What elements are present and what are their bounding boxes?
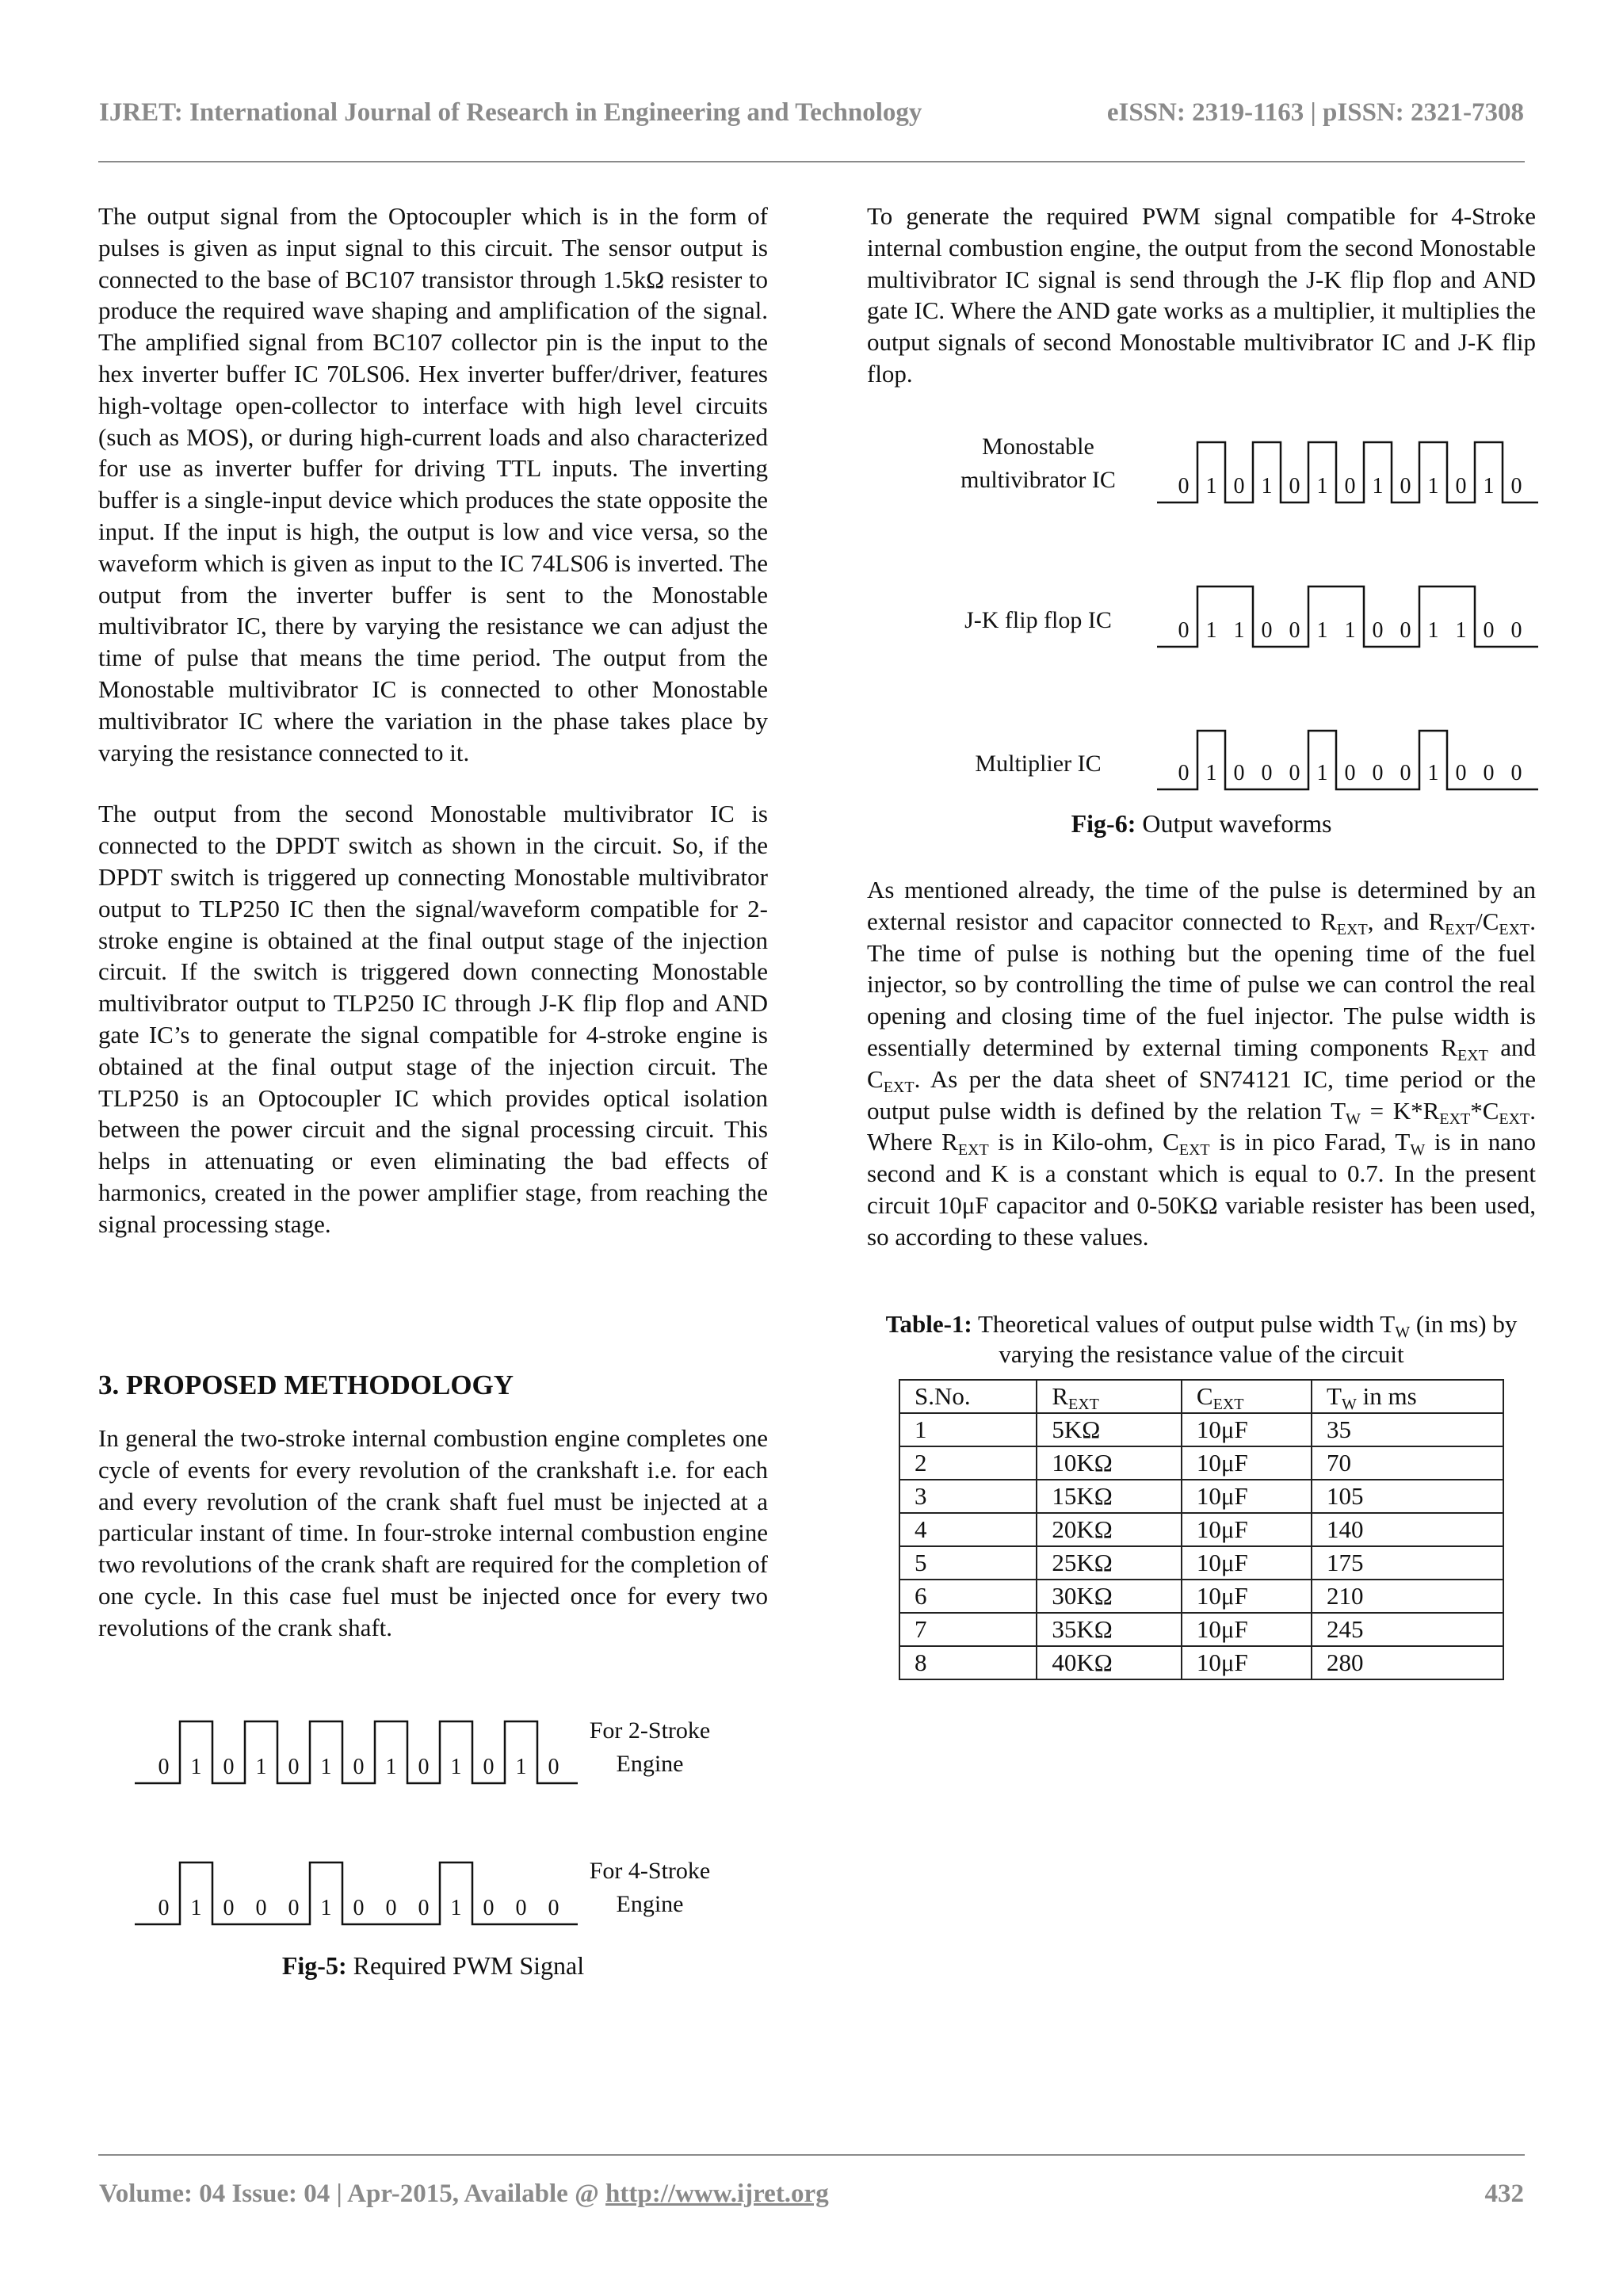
fig6-waveforms — [1157, 436, 1545, 800]
caption-text: Required PWM Signal — [346, 1951, 585, 1980]
fig5-wave2-bit-label: 0 — [515, 1896, 527, 1920]
subscript: EXT — [883, 1078, 915, 1096]
wave2-label — [579, 1855, 721, 1921]
subscript: EXT — [1439, 1110, 1471, 1128]
table-cell: 280 — [1312, 1646, 1503, 1679]
right-column — [867, 201, 1536, 390]
fig5-wave2-bit-label: 0 — [158, 1896, 170, 1920]
table-row — [899, 1446, 1503, 1480]
fig6-row2-bit-label: 0 — [1483, 618, 1495, 643]
fig5-wave1-bit-label: 0 — [483, 1755, 495, 1779]
fig6-row2-bit-label: 1 — [1205, 618, 1217, 643]
paragraph: In general the two-stroke internal combustion engine completes one cycle of events for every revolution of the crankshaft i.e. for each and every revolution of the crank shaft fuel must be injected at a particular instant of time. In four-stroke internal combustion engine two revolutions of the crank shaft are required for the completion of one cycle. In this case fuel must be injected once for every two revolutions of the crank shaft. — [98, 1424, 768, 1641]
caption-sub: W — [1395, 1324, 1411, 1341]
table-cell: 10μF — [1182, 1580, 1312, 1613]
table-cell: 10KΩ — [1037, 1446, 1182, 1480]
row2-label — [919, 604, 1157, 637]
journal-title: IJRET: International Journal of Research in Engineering and Technology — [99, 98, 922, 127]
fig6-row1-bit-label: 0 — [1289, 474, 1300, 499]
label-line: Multiplier IC — [975, 751, 1102, 777]
fig5-wave1-bit-label: 0 — [353, 1755, 365, 1779]
text-run: . As per the data sheet of SN74121 IC, time period or the output pulse width is defined by the relation T — [867, 1064, 1536, 1125]
fig6-row3-bit-label: 0 — [1483, 761, 1495, 785]
fig5-wave1-bit-label: 1 — [385, 1755, 397, 1779]
fig6-row2-bit-label: 0 — [1261, 618, 1273, 643]
table-cell: 10μF — [1182, 1513, 1312, 1546]
fig5-waveforms — [135, 1712, 579, 1934]
table-cell: 245 — [1312, 1613, 1503, 1646]
fig6-row3-bit-label: 0 — [1510, 761, 1522, 785]
table-cell: 3 — [899, 1480, 1037, 1513]
fig5-wave1-bit-label: 1 — [450, 1755, 462, 1779]
fig6-row1-bit-label: 0 — [1178, 474, 1190, 499]
header-text: C — [1196, 1382, 1213, 1410]
fig6-row3-bit-label: 1 — [1316, 761, 1328, 785]
table-header-row — [899, 1380, 1503, 1413]
header-text: in ms — [1356, 1382, 1417, 1410]
table-header-cell — [1037, 1380, 1182, 1413]
caption-text: (in ms) by varying the resistance value of the circuit — [999, 1310, 1518, 1368]
fig6-row2-bit-label: 0 — [1372, 618, 1384, 643]
table-row — [899, 1580, 1503, 1613]
fig6-row1-bit-label: 1 — [1205, 474, 1217, 499]
fig6-row2-bit-label: 0 — [1289, 618, 1300, 643]
table-row — [899, 1613, 1503, 1646]
table-cell: 10μF — [1182, 1446, 1312, 1480]
subscript: EXT — [1445, 920, 1476, 938]
fig6-row2-bit-label: 1 — [1427, 618, 1439, 643]
caption-label: Fig-6: — [1071, 809, 1136, 838]
paragraph — [867, 874, 1536, 1253]
header-rule — [98, 161, 1525, 162]
fig5-wave1-bit-label: 1 — [515, 1755, 527, 1779]
text-run: *C — [1470, 1096, 1499, 1125]
section-heading: 3. PROPOSED METHODOLOGY — [98, 1370, 514, 1400]
fig5-wave1-bit-label: 0 — [158, 1755, 170, 1779]
table-cell: 25KΩ — [1037, 1546, 1182, 1580]
table-header-cell — [1182, 1380, 1312, 1413]
text-run: = K*R — [1360, 1096, 1440, 1125]
table-cell: 35 — [1312, 1413, 1503, 1446]
table-row — [899, 1480, 1503, 1513]
caption-text: Theoretical values of output pulse width T — [972, 1310, 1396, 1338]
table-cell: 1 — [899, 1413, 1037, 1446]
table-row — [899, 1413, 1503, 1446]
fig6-row1-bit-label: 1 — [1372, 474, 1384, 499]
fig6-row3-bit-label: 0 — [1233, 761, 1245, 785]
journal-link[interactable]: http://www.ijret.org — [605, 2179, 829, 2208]
table-cell: 70 — [1312, 1446, 1503, 1480]
fig6-row3-bit-label: 1 — [1427, 761, 1439, 785]
fig6-row1-bit-label: 0 — [1455, 474, 1467, 499]
right-column-para2 — [867, 874, 1536, 1253]
page-number: 432 — [1484, 2179, 1524, 2208]
fig5-wave1-bit-label: 0 — [223, 1755, 235, 1779]
fig6-row2-bit-label: 1 — [1233, 618, 1245, 643]
table-header-cell — [899, 1380, 1037, 1413]
fig5-caption — [98, 1951, 768, 1981]
caption-label: Table-1: — [885, 1310, 972, 1338]
table-cell: 7 — [899, 1613, 1037, 1646]
fig6-row1-bit-label: 0 — [1233, 474, 1245, 499]
fig5-wave2-bit-label: 0 — [353, 1896, 365, 1920]
fig6-row1-bit-label: 1 — [1261, 474, 1273, 499]
fig5-wave2-bit-label: 0 — [255, 1896, 267, 1920]
left-column — [98, 201, 768, 1240]
row1-label — [919, 430, 1157, 497]
text-run: is in Kilo-ohm, C — [988, 1128, 1179, 1156]
label-line: For 4-Stroke — [589, 1858, 711, 1884]
label-line: Monostable — [982, 434, 1094, 460]
subscript: EXT — [1178, 1141, 1210, 1159]
table-header-cell — [1312, 1380, 1503, 1413]
table-cell: 35KΩ — [1037, 1613, 1182, 1646]
fig6-row2-bit-label: 0 — [1178, 618, 1190, 643]
fig6-row3-bit-label: 0 — [1178, 761, 1190, 785]
fig6-row1-bit-label: 1 — [1427, 474, 1439, 499]
subscript: EXT — [957, 1141, 989, 1159]
text-run: . Where R — [867, 1096, 1537, 1156]
footer-volume — [99, 2179, 829, 2209]
fig5-wave1-bit-label: 0 — [548, 1755, 559, 1779]
table-cell: 105 — [1312, 1480, 1503, 1513]
fig5-wave1-bit-label: 1 — [320, 1755, 332, 1779]
fig5-wave1-bit-label: 1 — [255, 1755, 267, 1779]
fig6-row1-bit-label: 1 — [1483, 474, 1495, 499]
text-run: and C — [867, 1033, 1537, 1093]
table-caption — [867, 1309, 1536, 1370]
fig6-row2-bit-label: 0 — [1400, 618, 1411, 643]
issn-info: eISSN: 2319-1163 | pISSN: 2321-7308 — [1106, 98, 1524, 127]
fig6-row2-bit-label: 1 — [1344, 618, 1356, 643]
header-sub: W — [1341, 1396, 1357, 1413]
pulse-width-table — [899, 1379, 1504, 1680]
fig6-row3-bit-label: 0 — [1455, 761, 1467, 785]
fig6-row3-bit-label: 0 — [1344, 761, 1356, 785]
fig6-caption — [867, 809, 1536, 839]
fig5-wave1-bit-label: 1 — [190, 1755, 202, 1779]
table-cell: 10μF — [1182, 1613, 1312, 1646]
label-line: For 2-Stroke — [589, 1717, 711, 1744]
table-row — [899, 1513, 1503, 1546]
table-cell: 20KΩ — [1037, 1513, 1182, 1546]
fig5-wave2-bit-label: 0 — [548, 1896, 559, 1920]
fig5-wave2-bit-label: 1 — [190, 1896, 202, 1920]
label-line: Engine — [616, 1751, 684, 1777]
subscript: EXT — [1499, 1110, 1530, 1128]
table-cell: 8 — [899, 1646, 1037, 1679]
table-cell: 10μF — [1182, 1546, 1312, 1580]
fig6-row1-bit-label: 0 — [1510, 474, 1522, 499]
subscript: W — [1346, 1110, 1361, 1128]
fig6-row3-bit-label: 0 — [1372, 761, 1384, 785]
subscript: EXT — [1457, 1046, 1488, 1064]
label-line: multivibrator IC — [960, 467, 1116, 493]
table-cell: 210 — [1312, 1580, 1503, 1613]
fig5-wave2-bit-label: 0 — [418, 1896, 430, 1920]
fig6-row1-bit-label: 0 — [1344, 474, 1356, 499]
header-sub: EXT — [1068, 1396, 1099, 1413]
fig5-wave2-bit-label: 0 — [288, 1896, 300, 1920]
table-cell: 140 — [1312, 1513, 1503, 1546]
table-cell: 10μF — [1182, 1480, 1312, 1513]
table-row — [899, 1546, 1503, 1580]
label-line: Engine — [616, 1891, 684, 1917]
header-text: T — [1327, 1382, 1342, 1410]
fig6-row3-bit-label: 1 — [1205, 761, 1217, 785]
fig5-wave1-bit-label: 0 — [418, 1755, 430, 1779]
fig6-row2-bit-label: 0 — [1510, 618, 1522, 643]
table-cell: 4 — [899, 1513, 1037, 1546]
text-run: is in nano second and K is a constant which is equal to 0.7. In the present circuit 10μF capacitor and 0-50KΩ variable resister has been used, so according to these values. — [867, 1128, 1536, 1251]
text-run: As mentioned already, the time of the pulse is determined by an external resistor and capacitor connected to R — [867, 876, 1536, 935]
table-cell: 175 — [1312, 1546, 1503, 1580]
text-run: , and R — [1367, 907, 1445, 935]
text-run: is in pico Farad, T — [1209, 1128, 1411, 1156]
subscript: W — [1410, 1141, 1426, 1159]
table-cell: 10μF — [1182, 1413, 1312, 1446]
fig6-row2-bit-label: 1 — [1316, 618, 1328, 643]
table-cell: 40KΩ — [1037, 1646, 1182, 1679]
label-line: J-K flip flop IC — [964, 607, 1112, 633]
fig6-row1-bit-label: 1 — [1316, 474, 1328, 499]
fig5-wave2-bit-label: 0 — [483, 1896, 495, 1920]
paragraph: To generate the required PWM signal compatible for 4-Stroke internal combustion engine, the output from the second Monostable multivibrator IC signal is send through the J-K flip flop and AND gate IC. Where the AND gate works as a multiplier, it multiplies the output signals of second Monostable multivibrator IC and J-K flip flop. — [867, 202, 1536, 388]
table-cell: 6 — [899, 1580, 1037, 1613]
table-cell: 5KΩ — [1037, 1413, 1182, 1446]
header-text: R — [1052, 1382, 1069, 1410]
fig5-wave2-bit-label: 0 — [385, 1896, 397, 1920]
table-cell: 15KΩ — [1037, 1480, 1182, 1513]
paragraph: The output signal from the Optocoupler which is in the form of pulses is given as input signal to this circuit. The sensor output is connected to the base of BC107 transistor through 1.5kΩ resister to produce the required wave shaping and amplification of the signal. The amplified signal from BC107 collector pin is the input to the hex inverter buffer IC 70LS06. Hex inverter buffer/driver, features high-voltage open-collector to interface with high level circuits (such as MOS), or during high-current loads and also characterized for use as inverter buffer for driving TTL inputs. The inverting buffer is a single-input device which produces the state opposite the input. If the input is high, the output is low and vice versa, so the waveform which is given as input to the IC 74LS06 is inverted. The output from the inverter buffer is sent to the Monostable multivibrator IC, there by varying the resistance we can adjust the time of pulse that means the time period. The output from the Monostable multivibrator IC is connected to other Monostable multivibrator IC where the variation in the phase takes place by varying the resistance connected to it. — [98, 202, 768, 766]
text-run: /C — [1476, 907, 1499, 935]
subscript: EXT — [1336, 920, 1368, 938]
fig5-wave2-bit-label: 1 — [320, 1896, 332, 1920]
fig6-row3-bit-label: 0 — [1261, 761, 1273, 785]
header-text: S.No. — [915, 1382, 971, 1410]
fig6-row3-bit-label: 0 — [1400, 761, 1411, 785]
fig5-wave2-bit-label: 1 — [450, 1896, 462, 1920]
left-column-methodology — [98, 1423, 768, 1644]
table-row — [899, 1646, 1503, 1679]
fig6-row2-bit-label: 1 — [1455, 618, 1467, 643]
paragraph: The output from the second Monostable multivibrator IC is connected to the DPDT switch as shown in the circuit. So, if the DPDT switch is triggered up connecting Monostable multivibrator output to TLP250 IC then the signal/waveform compatible for 2-stroke engine is obtained at the final output stage of the injection circuit. If the switch is triggered down connecting Monostable multivibrator output to TLP250 IC through J-K flip flop and AND gate IC’s to generate the signal compatible for 4-stroke engine is obtained at the final output stage of the injection circuit. The TLP250 is an Optocoupler IC which provides optical isolation between the power circuit and the signal processing circuit. This helps in attenuating or even eliminating the bad effects of harmonics, created in the power amplifier stage, from reaching the signal processing stage. — [98, 800, 768, 1238]
caption-text: Output waveforms — [1136, 809, 1332, 838]
fig5-wave2-bit-label: 0 — [223, 1896, 235, 1920]
row3-label — [919, 747, 1157, 781]
caption-label: Fig-5: — [281, 1951, 347, 1980]
text-run: . The time of pulse is nothing but the opening time of the fuel injector, so by controlling the time of pulse we can control the real opening and closing time of the fuel injector. The pulse width is essentially determined by external timing components R — [867, 907, 1537, 1061]
volume-text: Volume: 04 Issue: 04 | Apr-2015, Available @ — [99, 2179, 606, 2208]
table-cell: 2 — [899, 1446, 1037, 1480]
wave1-label — [579, 1714, 721, 1781]
fig6-row1-bit-label: 0 — [1400, 474, 1411, 499]
footer-rule — [98, 2154, 1525, 2156]
fig5-wave1-bit-label: 0 — [288, 1755, 300, 1779]
table-cell: 30KΩ — [1037, 1580, 1182, 1613]
fig6-row3-bit-label: 0 — [1289, 761, 1300, 785]
subscript: EXT — [1499, 920, 1530, 938]
header-sub: EXT — [1212, 1396, 1244, 1413]
table-cell: 5 — [899, 1546, 1037, 1580]
table-cell: 10μF — [1182, 1646, 1312, 1679]
